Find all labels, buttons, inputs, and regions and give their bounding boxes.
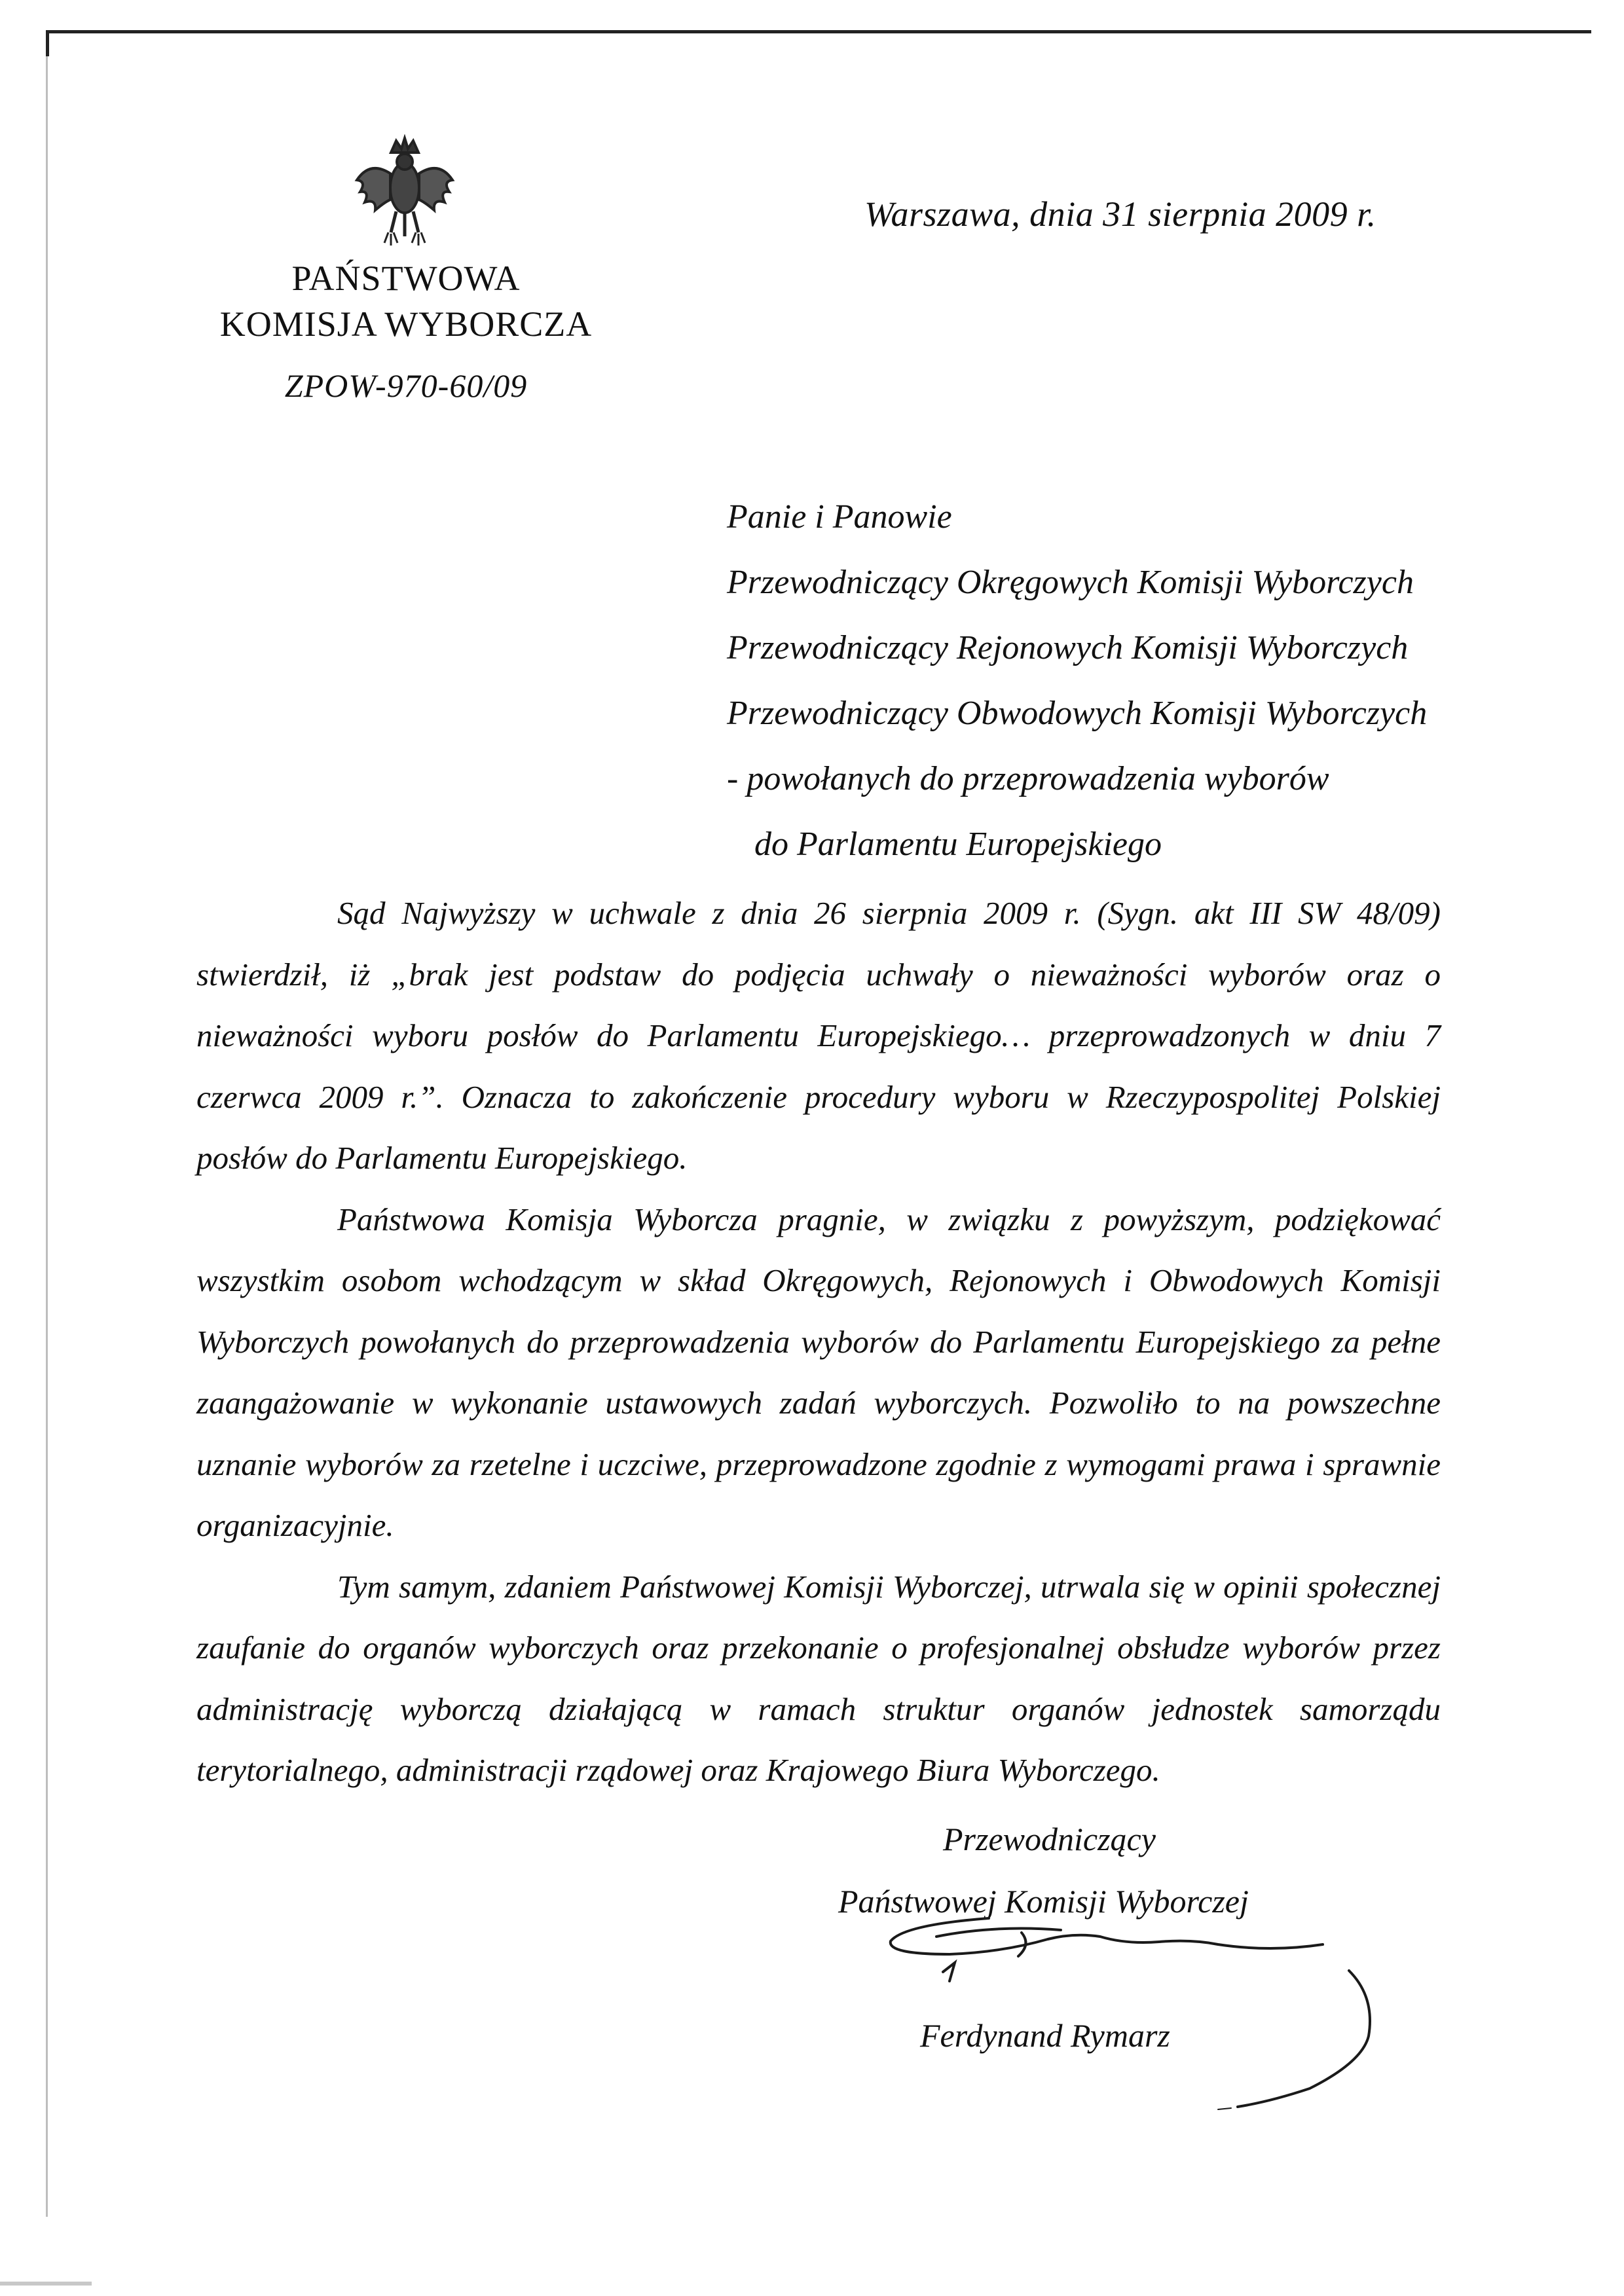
- institution-line-1: PAŃSTWOWA: [291, 259, 521, 298]
- addressee-line: Przewodniczący Obwodowych Komisji Wyborczych: [727, 695, 1428, 732]
- paragraph-thanks: Państwowa Komisja Wyborcza pragnie, w związku z powyższym, podziękować wszystkim osobom wchodzącym w skład Okręgowych, Rejonowych i Obwodowych Komisji Wyborczych powołanych do przeprowadzenia wyborów do Parlamentu Europejskiego za pełne zaangażowanie w wykonanie ustawowych zadań wyborczych. Pozwoliło to na powszechne uznanie wyborów za rzetelne i uczciwe, przeprowadzone zgodnie z wymogami prawa i sprawnie organizacyjnie.: [196, 1201, 1441, 1543]
- institution-line-2: KOMISJA WYBORCZA: [219, 304, 593, 344]
- signatory-name: Ferdynand Rymarz: [920, 2017, 1170, 2054]
- scan-border-left: [46, 56, 48, 2217]
- addressee-block: [727, 484, 1427, 877]
- institution-name: [164, 255, 648, 347]
- addressee-line: do Parlamentu Europejskiego: [754, 826, 1162, 863]
- scan-border-top: [46, 30, 1591, 33]
- addressee-line: - powołanych do przeprowadzenia wyborów: [727, 760, 1329, 797]
- addressee-line: Przewodniczący Rejonowych Komisji Wyborczych: [727, 629, 1409, 666]
- scan-border-corner: [46, 30, 49, 56]
- eagle-emblem-icon: [350, 134, 458, 252]
- scan-border-bottom: [0, 2282, 92, 2286]
- addressee-line: Przewodniczący Okręgowych Komisji Wyborczych: [727, 564, 1414, 601]
- paragraph-court-ruling: Sąd Najwyższy w uchwale z dnia 26 sierpnia 2009 r. (Sygn. akt III SW 48/09) stwierdził, iż „brak jest podstaw do podjęcia uchwały o nieważności wyborów oraz o nieważności wyboru posłów do Parlamentu Europejskiego… przeprowadzonych w dniu 7 czerwca 2009 r.”. Oznacza to zakończenie procedury wyboru w Rzeczypospolitej Polskiej posłów do Parlamentu Europejskiego.: [196, 895, 1441, 1176]
- reference-number: ZPOW-970-60/09: [284, 367, 528, 404]
- letter-body: [196, 883, 1441, 1801]
- signatory-title: Przewodniczący: [943, 1821, 1156, 1857]
- paragraph-public-trust: Tym samym, zdaniem Państwowej Komisji Wyborczej, utrwala się w opinii społecznej zaufanie do organów wyborczych oraz przekonanie o profesjonalnej obsłudze wyborów przez administrację wyborczą działającą w ramach struktur organów jednostek samorządu terytorialnego, administracji rządowej oraz Krajowego Biura Wyborczego.: [196, 1568, 1441, 1788]
- signatory-title-institution: Państwowej Komisji Wyborczej: [838, 1883, 1249, 1920]
- addressee-salutation: Panie i Panowie: [727, 498, 952, 536]
- place-and-date: Warszawa, dnia 31 sierpnia 2009 r.: [864, 194, 1376, 234]
- handwritten-signature: [851, 1899, 1414, 2115]
